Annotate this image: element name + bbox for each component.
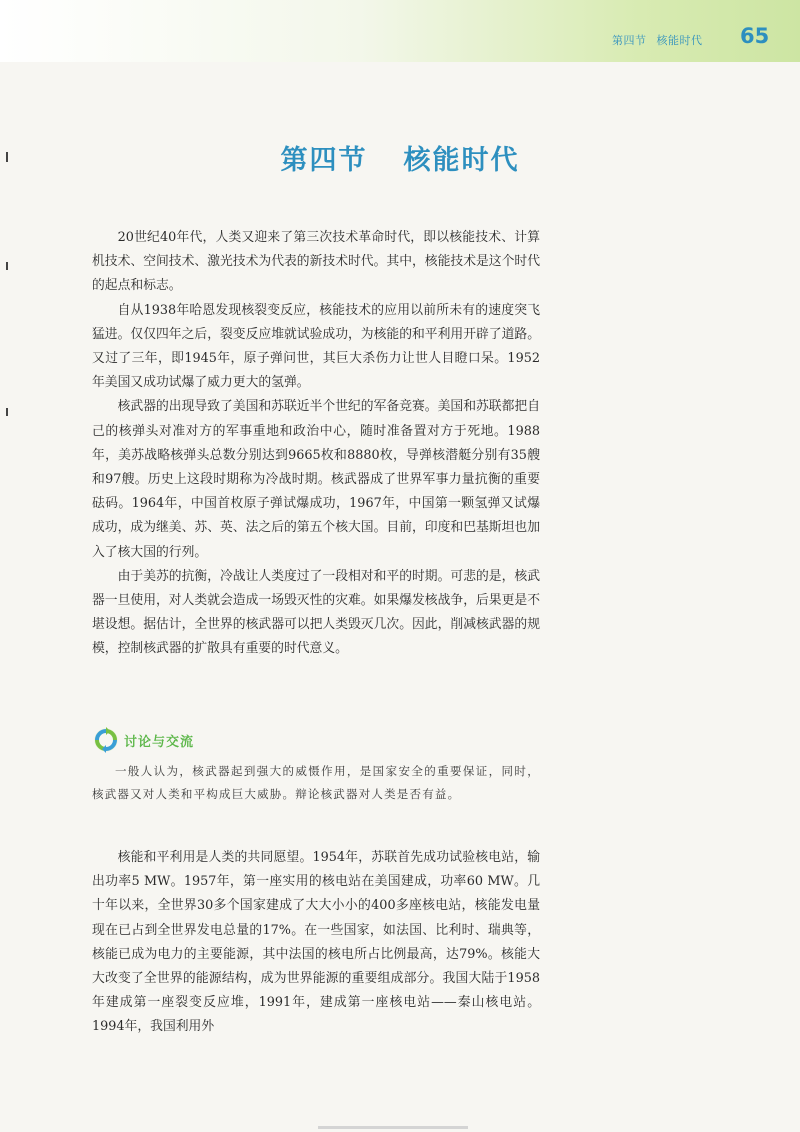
bottom-rule [318,1126,468,1129]
discussion-text: 一般人认为，核武器起到强大的威慑作用，是国家安全的重要保证，同时，核武器又对人类和平构成巨大威胁。辩论核武器对人类是否有益。 [92,764,540,801]
running-header-section: 第四节 [612,34,647,47]
discussion-cycle-icon [92,726,120,754]
running-header [612,32,713,48]
page-header-band [0,0,800,62]
margin-mark [6,408,8,416]
body-text-continued [92,846,540,1040]
paragraph: 20世纪40年代，人类又迎来了第三次技术革命时代，即以核能技术、计算机技术、空间技术、激光技术为代表的新技术时代。其中，核能技术是这个时代的起点和标志。 [92,230,540,294]
page-number: 65 [740,24,770,48]
section-title-number: 第四节 [280,145,368,176]
section-title-name: 核能时代 [403,145,520,176]
discussion-title: 讨论与交流 [124,734,195,750]
running-header-chapter: 核能时代 [656,34,703,47]
paragraph: 核能和平利用是人类的共同愿望。1954年，苏联首先成功试验核电站，输出功率5 MW。1957年，第一座实用的核电站在美国建成，功率60 MW。几十年以来，全世界30多个国家建成了大大小小的400多座核电站，核能发电量现在已占到全世界发电总量的17%。在一些国家，如法国、比利时、瑞典等，核能已成为电力的主要能源，其中法国的核电所占比例最高，达79%。核能大大改变了全世界的能源结构，成为世界能源的重要组成部分。我国大陆于1958年建成第一座裂变反应堆，1991年，建成第一座核电站——秦山核电站。1994年，我国利用外 [92,850,540,1035]
paragraph: 由于美苏的抗衡，冷战让人类度过了一段相对和平的时期。可悲的是，核武器一旦使用，对人类就会造成一场毁灭性的灾难。如果爆发核战争，后果更是不堪设想。据估计，全世界的核武器可以把人类毁灭几次。因此，削减核武器的规模，控制核武器的扩散具有重要的时代意义。 [92,568,540,657]
paragraph: 自从1938年哈恩发现核裂变反应，核能技术的应用以前所未有的速度突飞猛进。仅仅四年之后，裂变反应堆就试验成功，为核能的和平利用开辟了道路。又过了三年，即1945年，原子弹问世，其巨大杀伤力让世人目瞪口呆。1952年美国又成功试爆了威力更大的氢弹。 [92,302,540,391]
paragraph: 核武器的出现导致了美国和苏联近半个世纪的军备竞赛。美国和苏联都把自己的核弹头对准对方的军事重地和政治中心，随时准备置对方于死地。1988年，美苏战略核弹头总数分别达到9665枚和8880枚，导弹核潜艇分别有35艘和97艘。历史上这段时期称为冷战时期。核武器成了世界军事力量抗衡的重要砝码。1964年，中国首枚原子弹试爆成功，1967年，中国第一颗氢弹又试爆成功，成为继美、苏、英、法之后的第五个核大国。目前，印度和巴基斯坦也加入了核大国的行列。 [92,399,540,560]
margin-mark [6,262,8,270]
body-text-main [92,226,540,662]
section-title [0,138,800,177]
discussion-header [92,726,194,754]
